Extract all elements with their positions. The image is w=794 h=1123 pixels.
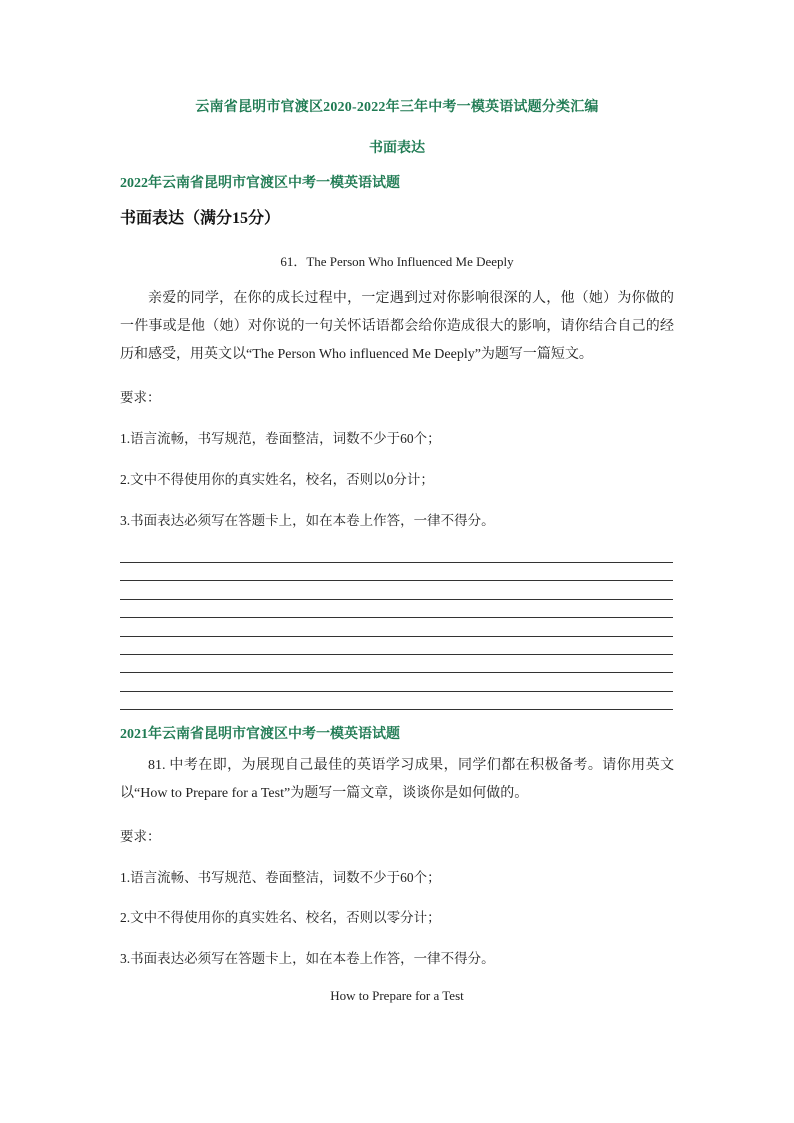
document-sub-title: 书面表达 <box>369 141 425 156</box>
answer-line <box>120 672 673 673</box>
prompt-2022: 亲爱的同学，在你的成长过程中，一定遇到过对你影响很深的人，他（她）为你做的一件事或是他（她）对你说的一句关怀话语都会给你造成很大的影响，请你结合自己的经历和感受，用英文以“The Person Who influenced Me Deeply”为题写一篇短文。 <box>120 291 674 362</box>
answer-line <box>120 562 673 563</box>
answer-line <box>120 599 673 600</box>
requirement-2022-3: 3.书面表达必须写在答题卡上，如在本卷上作答，一律不得分。 <box>120 513 495 528</box>
part-heading-writing: 书面表达（满分15分） <box>120 210 281 227</box>
essay-title-2021: How to Prepare for a Test <box>330 988 464 1003</box>
prompt-2021: 81. 中考在即，为展现自己最佳的英语学习成果，同学们都在积极备考。请你用英文以“How to Prepare for a Test”为题写一篇文章，谈谈你是如何做的。 <box>120 758 674 801</box>
answer-line <box>120 654 673 655</box>
section-heading-2022: 2022年云南省昆明市官渡区中考一模英语试题 <box>120 176 400 191</box>
document-main-title: 云南省昆明市官渡区2020-2022年三年中考一模英语试题分类汇编 <box>195 100 599 115</box>
section-heading-2021: 2021年云南省昆明市官渡区中考一模英语试题 <box>120 727 400 742</box>
answer-line <box>120 580 673 581</box>
requirement-2021-2: 2.文中不得使用你的真实姓名、校名，否则以零分计； <box>120 910 441 925</box>
question-title-61: 61．The Person Who Influenced Me Deeply <box>280 254 514 269</box>
answer-line <box>120 617 673 618</box>
answer-line <box>120 691 673 692</box>
requirements-label-2022: 要求： <box>120 390 161 405</box>
answer-lines <box>120 562 673 728</box>
answer-line <box>120 709 673 710</box>
requirement-2021-3: 3.书面表达必须写在答题卡上，如在本卷上作答，一律不得分。 <box>120 951 495 966</box>
requirement-2022-1: 1.语言流畅，书写规范，卷面整洁，词数不少于60个； <box>120 431 441 446</box>
requirement-2022-2: 2.文中不得使用你的真实姓名，校名，否则以0分计； <box>120 472 434 487</box>
requirements-label-2021: 要求： <box>120 829 161 844</box>
requirement-2021-1: 1.语言流畅、书写规范、卷面整洁，词数不少于60个； <box>120 870 441 885</box>
answer-line <box>120 636 673 637</box>
